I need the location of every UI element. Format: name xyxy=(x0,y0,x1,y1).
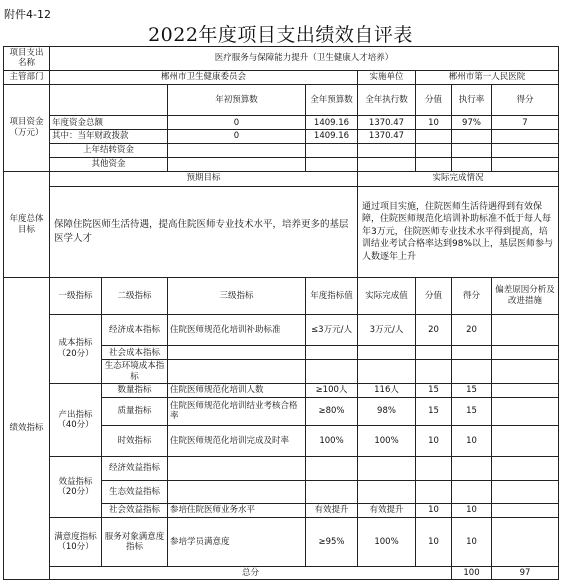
level2-header: 二级指标 xyxy=(102,278,168,314)
page-title: 2022年度项目支出绩效自评表 xyxy=(148,24,413,46)
rate-header: 执行率 xyxy=(452,84,492,116)
table-row xyxy=(4,314,559,346)
reason-header: 偏差原因分析及改进措施 xyxy=(492,278,559,314)
attachment-label: 附件4-12 xyxy=(4,8,51,21)
level2-cell: 生态效益指标 xyxy=(102,480,168,503)
funds-total-full: 1409.16 xyxy=(306,116,358,130)
level3-cell: 住院医师规范化培训人数 xyxy=(168,384,306,398)
target-header: 年度指标值 xyxy=(306,278,358,314)
total-row xyxy=(4,567,559,580)
ind-score-header: 分值 xyxy=(416,278,452,314)
funds-carryover-label: 上年结转资金 xyxy=(50,144,168,158)
points-cell: 15 xyxy=(452,397,492,425)
target-cell: ≥100人 xyxy=(306,384,358,398)
reason-cell xyxy=(492,314,559,346)
target-cell: 有效提升 xyxy=(306,504,358,518)
unit-value: 郴州市第一人民医院 xyxy=(416,70,559,84)
dept-label: 主管部门 xyxy=(4,70,50,84)
points-cell: 15 xyxy=(452,384,492,398)
project-name-value: 医疗服务与保障能力提升（卫生健康人才培养） xyxy=(50,47,559,71)
score-header: 分值 xyxy=(416,84,452,116)
funds-carryover-row xyxy=(4,144,559,158)
score-cell: 15 xyxy=(416,397,452,425)
points-cell: 10 xyxy=(452,425,492,457)
satisfaction-indicator-label: 满意度指标（10分） xyxy=(50,518,102,567)
target-cell: ≥95% xyxy=(306,518,358,567)
output-indicator-label: 产出指标（40分） xyxy=(50,384,102,457)
level2-cell: 生态环境成本指标 xyxy=(102,360,168,384)
score-cell: 10 xyxy=(416,518,452,567)
level3-cell: 参培住院医师业务水平 xyxy=(168,504,306,518)
project-name-label: 项目支出名称 xyxy=(4,47,50,71)
actual-goal-text: 通过项目实施，住院医师生活待遇得到有效保障，住院医师规范化培训补助标准不低于每人每年3万元，住院医师专业技术水平得到提高，培训结业考试合格率达到98%以上，基层医师参与人数逐年上升 xyxy=(358,186,559,278)
funds-total-label: 年度资金总额 xyxy=(50,116,168,130)
reason-cell xyxy=(492,397,559,425)
funds-section-label: 项目资金（万元） xyxy=(4,84,50,171)
self-evaluation-table xyxy=(3,46,559,580)
level2-cell: 社会成本指标 xyxy=(102,346,168,360)
benefit-indicator-label: 效益指标（20分） xyxy=(50,457,102,518)
funds-total-score: 10 xyxy=(416,116,452,130)
score-cell: 10 xyxy=(416,425,452,457)
cost-indicator-label: 成本指标（20分） xyxy=(50,314,102,383)
table-row xyxy=(4,518,559,567)
funds-fiscal-row xyxy=(4,130,559,144)
points-cell: 10 xyxy=(452,518,492,567)
department-row xyxy=(4,70,559,84)
indicators-header-row xyxy=(4,278,559,314)
total-label: 总分 xyxy=(50,567,452,580)
actual-cell: 有效提升 xyxy=(358,504,416,518)
actual-goal-header: 实际完成情况 xyxy=(358,171,559,186)
level1-header: 一级指标 xyxy=(50,278,102,314)
executed-header: 全年执行数 xyxy=(358,84,416,116)
funds-total-initial: 0 xyxy=(168,116,306,130)
funds-fiscal-label: 其中：当年财政拨款 xyxy=(50,130,168,144)
funds-header-row xyxy=(4,84,559,116)
funds-other-row xyxy=(4,158,559,172)
actual-cell: 3万元/人 xyxy=(358,314,416,346)
total-points: 97 xyxy=(492,567,559,580)
level3-cell: 住院医师规范化培训补助标准 xyxy=(168,314,306,346)
actual-header: 实际完成值 xyxy=(358,278,416,314)
dept-value: 郴州市卫生健康委员会 xyxy=(50,70,358,84)
funds-fiscal-full: 1409.16 xyxy=(306,130,358,144)
level3-cell: 参培学员满意度 xyxy=(168,518,306,567)
reason-cell xyxy=(492,384,559,398)
level2-cell: 经济成本指标 xyxy=(102,314,168,346)
target-cell: ≤3万元/人 xyxy=(306,314,358,346)
score-cell: 20 xyxy=(416,314,452,346)
level3-cell: 住院医师规范化培训结业考核合格率 xyxy=(168,397,306,425)
actual-cell: 98% xyxy=(358,397,416,425)
total-score: 100 xyxy=(452,567,492,580)
level2-cell: 数量指标 xyxy=(102,384,168,398)
actual-cell: 100% xyxy=(358,425,416,457)
level2-cell: 时效指标 xyxy=(102,425,168,457)
funds-blank-header xyxy=(50,84,168,116)
points-header: 得分 xyxy=(492,84,559,116)
points-cell: 20 xyxy=(452,314,492,346)
reason-cell xyxy=(492,518,559,567)
funds-total-points: 7 xyxy=(492,116,559,130)
funds-total-row xyxy=(4,116,559,130)
level2-cell: 经济效益指标 xyxy=(102,457,168,480)
points-cell: 10 xyxy=(452,504,492,518)
reason-cell xyxy=(492,504,559,518)
funds-other-label: 其他资金 xyxy=(50,158,168,172)
funds-fiscal-initial: 0 xyxy=(168,130,306,144)
score-cell: 15 xyxy=(416,384,452,398)
table-row xyxy=(4,457,559,480)
level2-cell: 服务对象满意度指标 xyxy=(102,518,168,567)
full-budget-header: 全年预算数 xyxy=(306,84,358,116)
actual-cell: 100% xyxy=(358,518,416,567)
unit-label: 实施单位 xyxy=(358,70,416,84)
initial-budget-header: 年初预算数 xyxy=(168,84,306,116)
goals-section-label: 年度总体目标 xyxy=(4,171,50,277)
target-cell: 100% xyxy=(306,425,358,457)
goals-content-row xyxy=(4,186,559,278)
actual-cell: 116人 xyxy=(358,384,416,398)
reason-cell xyxy=(492,425,559,457)
score-cell: 10 xyxy=(416,504,452,518)
funds-total-executed: 1370.47 xyxy=(358,116,416,130)
project-name-row xyxy=(4,47,559,71)
indicators-section-label: 绩效指标 xyxy=(4,278,50,580)
level2-cell: 社会效益指标 xyxy=(102,504,168,518)
expected-goal-header: 预期目标 xyxy=(50,171,358,186)
level3-cell: 住院医师规范化培训完成及时率 xyxy=(168,425,306,457)
table-row xyxy=(4,384,559,398)
funds-fiscal-executed: 1370.47 xyxy=(358,130,416,144)
funds-total-rate: 97% xyxy=(452,116,492,130)
level3-header: 三级指标 xyxy=(168,278,306,314)
goals-header-row xyxy=(4,171,559,186)
ind-points-header: 得分 xyxy=(452,278,492,314)
expected-goal-text: 保障住院医师生活待遇，提高住院医师专业技术水平，培养更多的基层医学人才 xyxy=(50,186,358,278)
level2-cell: 质量指标 xyxy=(102,397,168,425)
target-cell: ≥80% xyxy=(306,397,358,425)
